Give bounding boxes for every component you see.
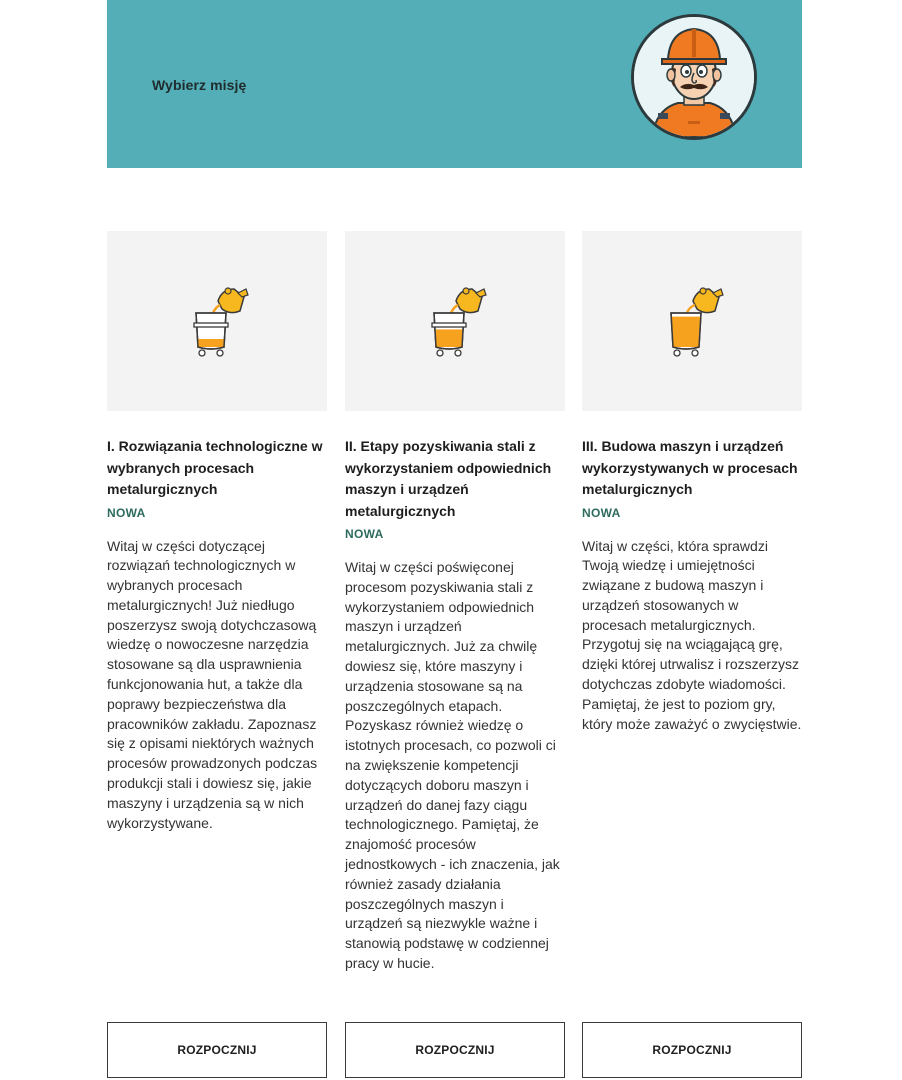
vessel-fill: [672, 317, 700, 347]
mission-image: [107, 231, 327, 411]
header-banner: [107, 0, 802, 168]
worker-avatar: [631, 14, 757, 140]
mission-card-2: [345, 231, 565, 974]
page-title: Wybierz misję: [152, 77, 247, 93]
mission-description: Witaj w części dotyczącej rozwiązań technologicznych w wybranych procesach metalurgicznych! Już niedługo poszerzysz swoją dotychczasową wiedzę o nowoczesne narzędzia stosowane są dla usprawnienia funkcjonowania hut, a także dla poprawy bezpieczeństwa dla pracowników zakładu. Zapoznasz się z opisami niektórych ważnych procesów prowadzonych podczas produkcji stali i dowiesz się, jakie maszyny i urządzenia są w nich wykorzystywane.: [107, 537, 318, 831]
new-badge: NOWA: [582, 505, 621, 520]
vessel-fill: [435, 329, 463, 347]
mission-title: III. Budowa maszyn i urządzeń wykorzystywanych w procesach metalurgicznych: [582, 438, 798, 497]
new-badge: NOWA: [345, 527, 384, 541]
worker-avatar-icon: [634, 17, 754, 137]
ladle-pouring-icon: [657, 283, 727, 359]
mission-image: [582, 231, 802, 411]
ladle-pouring-icon: [182, 283, 252, 359]
mission-image: [345, 231, 565, 411]
mission-description: Witaj w części, która sprawdzi Twoją wiedzę i umiejętności związane z budową maszyn i urządzeń stosowanych w procesach metalurgicznych. Przygotuj się na wciągającą grę, dzięki której utrwalisz i rozszerzysz dotychczas zdobyte wiadomości. Pamiętaj, że jest to poziom gry, który może zaważyć o zwycięstwie.: [582, 537, 802, 732]
start-mission-1-button[interactable]: ROZPOCZNIJ: [107, 1022, 327, 1078]
mission-title: I. Rozwiązania technologiczne w wybranych procesach metalurgicznych: [107, 438, 323, 497]
mission-title: II. Etapy pozyskiwania stali z wykorzystaniem odpowiednich maszyn i urządzeń metalurgicznych: [345, 438, 552, 519]
start-mission-2-button[interactable]: ROZPOCZNIJ: [345, 1022, 565, 1078]
ladle-pouring-icon: [420, 283, 490, 359]
mission-card-1: [107, 231, 327, 833]
start-mission-3-button[interactable]: ROZPOCZNIJ: [582, 1022, 802, 1078]
mission-card-3: [582, 231, 802, 734]
mission-description: Witaj w części poświęconej procesom pozyskiwania stali z wykorzystaniem odpowiednich maszyn i urządzeń metalurgicznych. Już za chwilę dowiesz się, które maszyny i urządzenia stosowane są na poszczególnych etapach. Pozyskasz również wiedzę o istotnych procesach, co pozwoli ci na zwiększenie kompetencji dotyczących doboru maszyn i urządzeń do danej fazy ciągu technologicznego. Pamiętaj, że znajomość procesów jednostkowych - ich znaczenia, jak również zasady działania poszczególnych maszyn i urządzeń są niezwykle ważne i stanowią podstawę w codziennej pracy w hucie.: [345, 559, 560, 971]
vessel-fill: [197, 339, 225, 347]
new-badge: NOWA: [107, 505, 146, 520]
